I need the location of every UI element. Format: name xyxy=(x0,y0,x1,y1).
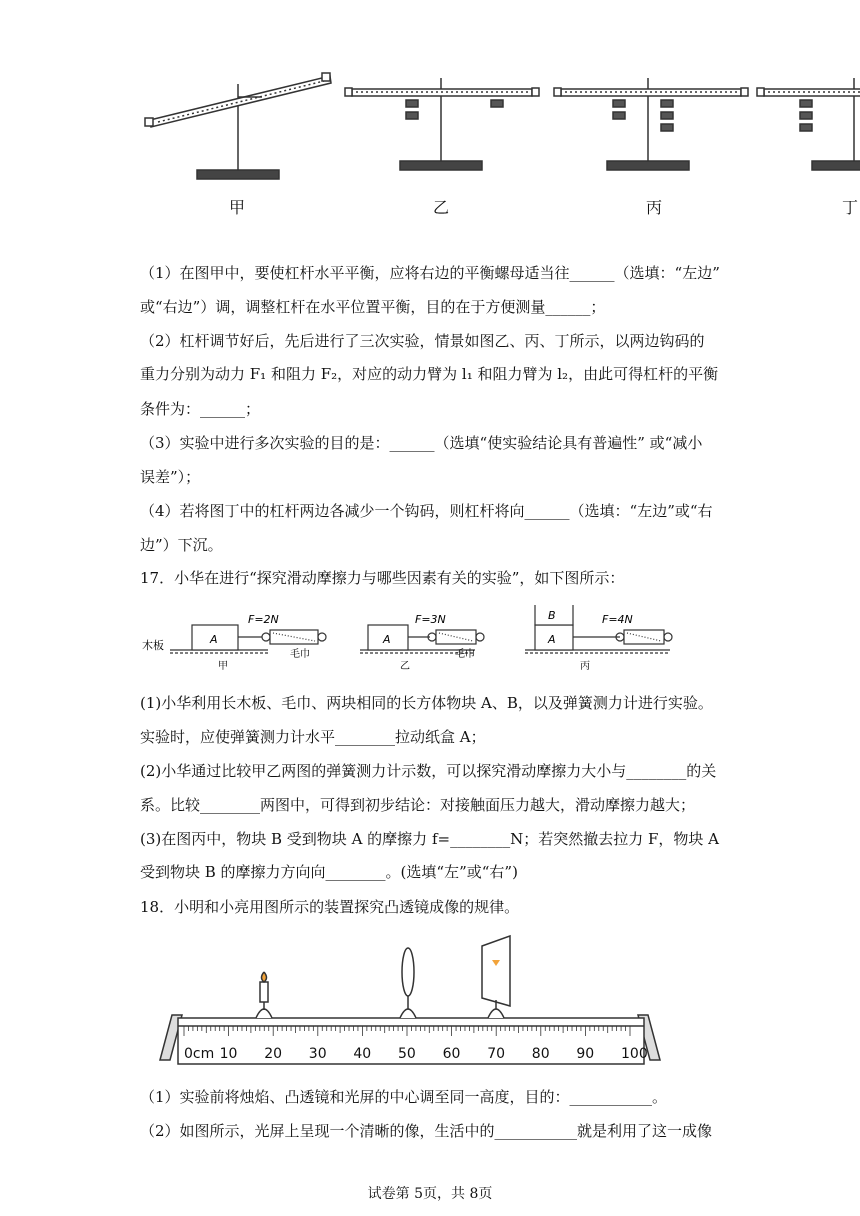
ruler-label: 20 xyxy=(264,1046,283,1062)
q17-line: (2)小华通过比较甲乙两图的弹簧测力计示数，可以探究滑动摩擦力大小与________的关 xyxy=(140,762,717,780)
q18-title: 18．小明和小亮用图所示的装置探究凸透镜成像的规律。 xyxy=(140,898,520,916)
page-footer: 试卷第 5页，共 8页 xyxy=(367,1186,493,1202)
q16-line: （1）在图甲中，要使杠杆水平平衡，应将右边的平衡螺母适当往______（选填：“左边” xyxy=(140,264,720,282)
q16-line: 条件为：______； xyxy=(140,400,261,418)
ruler-label: 30 xyxy=(308,1046,327,1062)
force-bing: F=4N xyxy=(602,613,633,626)
caption-yi: 乙 xyxy=(433,198,450,217)
q16-line: 或“右边”）调，调整杠杆在水平位置平衡，目的在于方便测量______； xyxy=(140,298,606,316)
ruler-label: 50 xyxy=(398,1046,416,1062)
q16-line: （4）若将图丁中的杠杆两边各减少一个钩码，则杠杆将向______（选填：“左边”或“右 xyxy=(140,502,713,520)
lever-yi xyxy=(345,78,539,170)
force-jia: F=2N xyxy=(248,613,279,626)
towel-label-yi: 毛巾 xyxy=(455,649,475,660)
caption-ding: 丁 xyxy=(842,198,859,217)
towel-label-jia: 毛巾 xyxy=(290,649,310,660)
block-a-jia: A xyxy=(210,633,218,646)
lever-figure xyxy=(0,60,860,185)
lever-ding xyxy=(757,78,860,170)
ruler-label: 0cm xyxy=(184,1046,215,1062)
q17-line: 系。比较________两图中，可得到初步结论：对接触面压力越大，滑动摩擦力越大； xyxy=(140,796,696,814)
lever-jia xyxy=(145,73,331,179)
ruler-label: 70 xyxy=(487,1046,506,1062)
ruler-label: 40 xyxy=(353,1046,372,1062)
caption-bing: 丙 xyxy=(646,198,663,217)
caption-friction-jia: 甲 xyxy=(218,661,228,672)
ruler-label: 80 xyxy=(531,1046,550,1062)
q17-line: (3)在图丙中，物块 B 受到物块 A 的摩擦力 f=________N；若突然撤去拉力 F，物块 A xyxy=(140,830,719,848)
caption-jia: 甲 xyxy=(229,198,246,217)
q18-line: （2）如图所示，光屏上呈现一个清晰的像，生活中的___________就是利用了这一成像 xyxy=(140,1122,713,1140)
q17-line: (1)小华利用长木板、毛巾、两块相同的长方体物块 A、B，以及弹簧测力计进行实验。 xyxy=(140,694,713,712)
ruler-label: 10 xyxy=(219,1046,238,1062)
q17-line: 受到物块 B 的摩擦力方向向________。(选填“左”或“右”) xyxy=(140,863,518,881)
force-yi: F=3N xyxy=(415,613,446,626)
caption-friction-bing: 丙 xyxy=(580,661,590,672)
q17-line: 实验时，应使弹簧测力计水平________拉动纸盒 A； xyxy=(140,728,486,746)
q16-line: （2）杠杆调节好后，先后进行了三次实验，情景如图乙、丙、丁所示，以两边钩码的 xyxy=(140,332,705,350)
block-a-yi: A xyxy=(383,633,391,646)
board-label: 木板 xyxy=(142,639,164,652)
lever-bing xyxy=(554,78,748,170)
ruler-label: 60 xyxy=(442,1046,461,1062)
ruler-label: 90 xyxy=(576,1046,595,1062)
ruler-label: 100 xyxy=(621,1046,648,1062)
caption-friction-yi: 乙 xyxy=(400,661,410,672)
q16-line: 重力分别为动力 F₁ 和阻力 F₂，对应的动力臂为 l₁ 和阻力臂为 l₂，由此可得杠杆的平衡 xyxy=(140,365,719,383)
q16-line: 误差”）； xyxy=(140,468,201,486)
block-a-bing: A xyxy=(548,633,556,646)
q16-line: 边”）下沉。 xyxy=(140,536,223,554)
q17-title: 17．小华在进行“探究滑动摩擦力与哪些因素有关的实验”，如下图所示： xyxy=(140,569,625,587)
friction-figure xyxy=(140,605,680,675)
optical-bench-figure xyxy=(140,930,680,1070)
block-b-bing: B xyxy=(548,609,556,622)
q16-line: （3）实验中进行多次实验的目的是：______（选填“使实验结论具有普遍性” 或“减小 xyxy=(140,434,703,452)
q18-line: （1）实验前将烛焰、凸透镜和光屏的中心调至同一高度，目的：___________。 xyxy=(140,1088,668,1106)
